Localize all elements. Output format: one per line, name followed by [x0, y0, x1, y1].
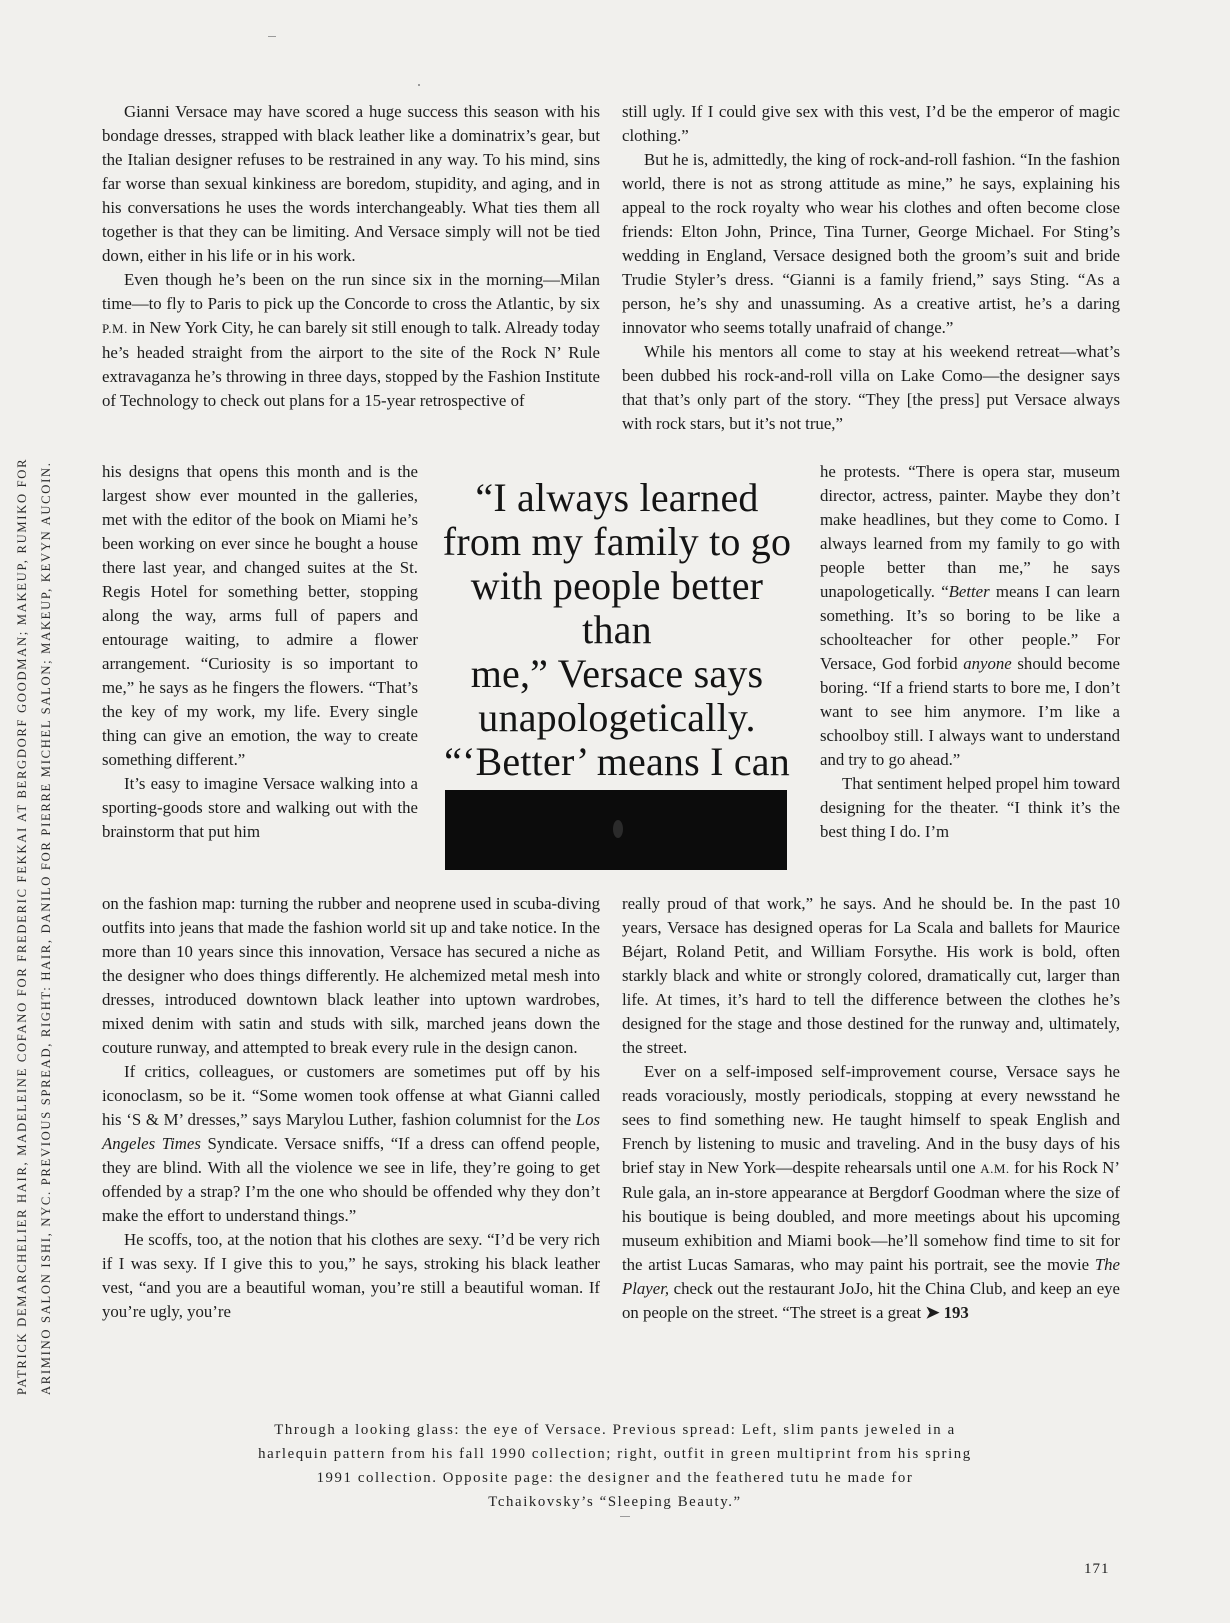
pull-quote-line: me,” Versace says [470, 651, 764, 696]
paragraph: Gianni Versace may have scored a huge success this season with his bondage dresses, strapped with black leather like a dominatrix’s gear, but the Italian designer refuses to be restrained in any way. To his mind, sins far worse than sexual kinkiness are boredom, stupidity, and aging, and in his conversations he uses the words interchangeably. What ties them all together is that they can be limiting. And Versace simply will not be tied down, either in his life or in his work. [102, 102, 600, 265]
pull-quote-line: “I always learned [475, 475, 759, 520]
caption-line: Tchaikovsky’s “Sleeping Beauty.” [488, 1494, 742, 1510]
print-speck [268, 36, 276, 37]
photo-caption [150, 1418, 1080, 1514]
pull-quote-line: from my family to go [442, 519, 792, 564]
article-column-left-bottom [102, 892, 600, 1324]
paragraph: If critics, colleagues, or customers are sometimes put off by his iconoclasm, so be it. “Some women took offense at what Gianni called his ‘S & M’ dresses,” says Marylou Luther, fashion columnist for the Los Angeles Times Syndicate. Versace sniffs, “If a dress can offend people, they are blind. With all the violence we see in life, they’re going to get offended by a strap? I’m the one who should be offended why they don’t make the effort to understand things.” [102, 1062, 600, 1225]
page-number: 171 [1084, 1561, 1110, 1577]
paragraph: his designs that opens this month and is the largest show ever mounted in the galleries, met with the editor of the book on Miami he’s been working on ever since he bought a house there last year, and changed suites at the St. Regis Hotel for something better, stopping along the way, arms full of papers and entourage waiting, to admire a flower arrangement. “Curiosity is so important to me,” he says as he fingers the flowers. “That’s the key of my work, my life. Every single thing can give an emotion, the way to create something different.” [102, 462, 418, 769]
article-column-left-narrow [102, 460, 418, 844]
paragraph: Even though he’s been on the run since six in the morning—Milan time—to fly to Paris to pick up the Concorde to cross the Atlantic, by six P.M. in New York City, he can barely sit still enough to talk. Already today he’s headed straight from the airport to the site of the Rock N’ Rule extravaganza he’s throwing in three days, stopped by the Fashion Institute of Technology to check out plans for a 15-year retrospective of [102, 270, 600, 410]
paragraph: But he is, admittedly, the king of rock-and-roll fashion. “In the fashion world, there is not as strong attitude as mine,” he says, explaining his appeal to the rock royalty who wear his clothes and often become close friends: Elton John, Prince, Tina Turner, George Michael. For Sting’s wedding in England, Versace designed both the groom’s suit and bride Trudie Styler’s dress. “Gianni is a family friend,” says Sting. “As a person, he’s shy and unassuming. As a creative artist, he’s a daring innovator who seems totally unafraid of change.” [622, 150, 1120, 337]
pull-quote-line: with people better than [470, 563, 764, 652]
print-speck [418, 84, 420, 86]
paragraph: Ever on a self-imposed self-improvement course, Versace says he reads voraciously, mostly periodicals, stopping at every newsstand he sees to find something new. He taught himself to speak English and French by listening to music and traveling. And in the busy days of his brief stay in New York—despite rehearsals until one A.M. for his Rock N’ Rule gala, an in-store appearance at Bergdorf Goodman where the size of his boutique is being doubled, and more meetings about his upcoming museum exhibition and Miami book—he’ll somehow find time to sit for the artist Lucas Samaras, who may paint his portrait, see the movie The Player, check out the restaurant JoJo, hit the China Club, and keep an eye on people on the street. “The street is a great ➤ 193 [622, 1062, 1120, 1322]
paragraph: That sentiment helped propel him toward designing for the theater. “I think it’s the best thing I do. I’m [820, 774, 1120, 841]
print-speck [620, 1516, 630, 1517]
paragraph: he protests. “There is opera star, museum director, actress, painter. Maybe they don’t make headlines, but they come to Como. I always learned from my family to go with people better than me,” he says unapologetically. “Better means I can learn something. It’s so boring to be like a schoolteacher for other people.” For Versace, God forbid anyone should become boring. “If a friend starts to bore me, I don’t want to see him anymore. I’m like a schoolboy still. I always want to understand and try to go ahead.” [820, 462, 1120, 769]
caption-line: Through a looking glass: the eye of Versace. Previous spread: Left, slim pants jeweled in a [274, 1422, 956, 1438]
article-column-right-bottom [622, 892, 1120, 1325]
photo-credits [10, 335, 66, 1395]
paragraph: He scoffs, too, at the notion that his clothes are sexy. “I’d be very rich if I was sexy. If I give this to you,” he says, stroking his black leather vest, “and you are a beautiful woman, you’re still a beautiful woman. If you’re ugly, you’re [102, 1230, 600, 1321]
paragraph: still ugly. If I could give sex with this vest, I’d be the emperor of magic clothing.” [622, 102, 1120, 145]
paragraph: While his mentors all come to stay at his weekend retreat—what’s been dubbed his rock-and-roll villa on Lake Como—the designer says that that’s only part of the story. “They [the press] put Versace always with rock stars, but it’s not true,” [622, 342, 1120, 433]
paragraph: on the fashion map: turning the rubber and neoprene used in scuba-diving outfits into jeans that made the fashion world sit up and take notice. In the more than 10 years since this innovation, Versace has secured a niche as the designer who does things differently. He alchemized metal mesh into dresses, introduced downtown black leather into uptown wardrobes, mixed denim with satin and studs with silk, marched jeans down the couture runway, and attempted to break every rule in the design canon. [102, 894, 600, 1057]
pull-quote-line: unapologetically. [478, 695, 756, 740]
photo-detail [613, 820, 623, 838]
caption-line: harlequin pattern from his fall 1990 collection; right, outfit in green multiprint from his spring [258, 1446, 972, 1462]
pull-quote [432, 476, 802, 828]
pull-quote-line: “‘Better’ means I can [444, 739, 790, 784]
paragraph: It’s easy to imagine Versace walking into a sporting-goods store and walking out with the brainstorm that put him [102, 774, 418, 841]
caption-line: 1991 collection. Opposite page: the designer and the feathered tutu he made for [316, 1470, 914, 1486]
jump-reference: ➤ 193 [925, 1303, 969, 1322]
article-column-left-top [102, 100, 600, 413]
article-column-right-top [622, 100, 1120, 436]
credits-line-2: ARIMINO SALON ISHI, NYC. PREVIOUS SPREAD, RIGHT: HAIR, DANILO FOR PIERRE MICHEL SALON; MAKEUP, KEVYN AUCOIN. [39, 461, 53, 1395]
article-column-right-narrow [820, 460, 1120, 844]
credits-line-1: PATRICK DEMARCHELIER HAIR, MADELEINE COFANO FOR FREDERIC FEKKAI AT BERGDORF GOODMAN; MAKEUP, RUMIKO FOR [15, 457, 29, 1395]
paragraph: really proud of that work,” he says. And he should be. In the past 10 years, Versace has designed operas for La Scala and ballets for Maurice Béjart, Roland Petit, and William Forsythe. His work is bold, often starkly black and white or strongly colored, dramatically cut, larger than life. At times, it’s hard to tell the difference between the clothes he’s designed for the stage and those destined for the runway and, ultimately, the street. [622, 894, 1120, 1057]
photo-black-strip [445, 790, 787, 870]
